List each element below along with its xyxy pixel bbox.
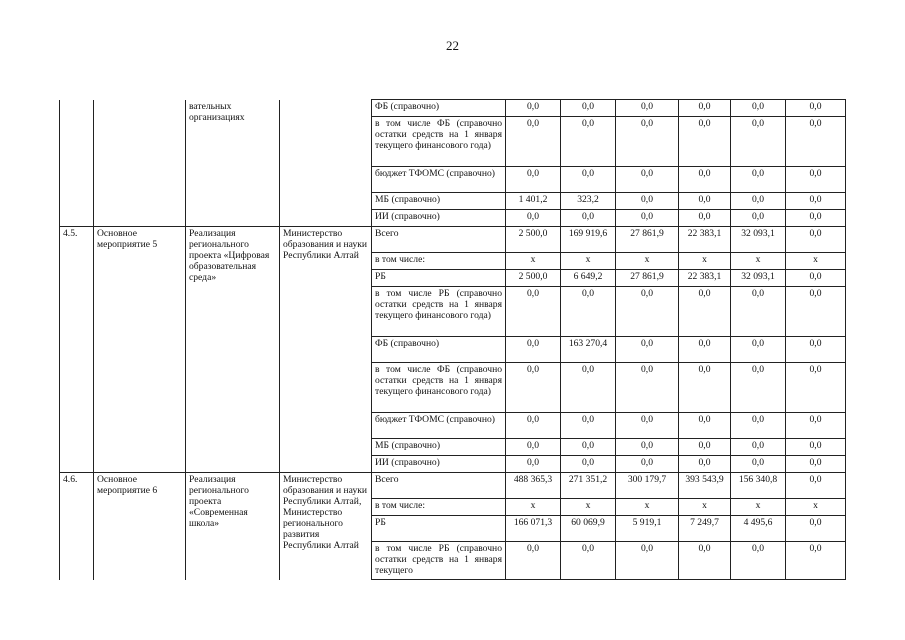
value-2021: х — [616, 499, 679, 516]
value-2023: 0,0 — [731, 167, 786, 193]
value-2022: х — [679, 253, 731, 270]
funding-source: ИИ (справочно) — [372, 456, 506, 473]
value-2023: 0,0 — [731, 210, 786, 227]
value-2019: 0,0 — [506, 363, 561, 413]
value-2021: 0,0 — [616, 193, 679, 210]
value-2019: 2 500,0 — [506, 270, 561, 287]
executor-name: Министерство образования и науки Республики Алтай, Министерство регионального развития Республики Алтай — [280, 473, 372, 580]
value-2023: 0,0 — [731, 337, 786, 363]
value-2019: 0,0 — [506, 542, 561, 580]
value-2022: 0,0 — [679, 439, 731, 456]
value-2022: 0,0 — [679, 100, 731, 117]
value-2022: 7 249,7 — [679, 516, 731, 542]
table-row — [60, 473, 846, 499]
value-2024: 0,0 — [786, 167, 846, 193]
funding-source: МБ (справочно) — [372, 193, 506, 210]
value-2020: 169 919,6 — [561, 227, 616, 253]
value-2023: х — [731, 253, 786, 270]
value-2022: 0,0 — [679, 117, 731, 167]
funding-source: Всего — [372, 473, 506, 499]
value-2020: 0,0 — [561, 287, 616, 337]
funding-source: бюджет ТФОМС (справочно) — [372, 167, 506, 193]
funding-source: в том числе РБ (справочно остатки средств на 1 января текущего — [372, 542, 506, 580]
value-2019: 0,0 — [506, 167, 561, 193]
value-2022: 0,0 — [679, 287, 731, 337]
value-2021: 0,0 — [616, 117, 679, 167]
value-2024: 0,0 — [786, 363, 846, 413]
value-2019: х — [506, 253, 561, 270]
value-2019: 0,0 — [506, 100, 561, 117]
value-2023: 156 340,8 — [731, 473, 786, 499]
value-2021: 0,0 — [616, 456, 679, 473]
value-2022: 0,0 — [679, 413, 731, 439]
funding-source: ФБ (справочно) — [372, 100, 506, 117]
funding-source: в том числе: — [372, 499, 506, 516]
value-2021: 0,0 — [616, 287, 679, 337]
funding-source: РБ — [372, 270, 506, 287]
value-2020: 163 270,4 — [561, 337, 616, 363]
funding-source: Всего — [372, 227, 506, 253]
value-2021: 0,0 — [616, 210, 679, 227]
value-2022: 0,0 — [679, 363, 731, 413]
value-2022: 0,0 — [679, 167, 731, 193]
value-2024: 0,0 — [786, 337, 846, 363]
value-2022: 22 383,1 — [679, 227, 731, 253]
value-2021: 27 861,9 — [616, 227, 679, 253]
value-2022: 0,0 — [679, 456, 731, 473]
value-2023: 0,0 — [731, 193, 786, 210]
budget-table — [59, 99, 846, 580]
executor-name: Министерство образования и науки Республики Алтай — [280, 227, 372, 473]
value-2021: 0,0 — [616, 439, 679, 456]
value-2020: 0,0 — [561, 100, 616, 117]
value-2020: 323,2 — [561, 193, 616, 210]
funding-source: в том числе ФБ (справочно остатки средств на 1 января текущего финансового года) — [372, 117, 506, 167]
value-2024: 0,0 — [786, 100, 846, 117]
value-2024: 0,0 — [786, 542, 846, 580]
funding-source: в том числе ФБ (справочно остатки средств на 1 января текущего финансового года) — [372, 363, 506, 413]
project-name: вательных организациях — [186, 100, 280, 227]
value-2021: х — [616, 253, 679, 270]
executor-name — [280, 100, 372, 227]
value-2024: х — [786, 499, 846, 516]
value-2019: 0,0 — [506, 287, 561, 337]
page-number: 22 — [446, 38, 459, 53]
project-name: Реализация регионального проекта «Современная школа» — [186, 473, 280, 580]
value-2020: 60 069,9 — [561, 516, 616, 542]
value-2024: 0,0 — [786, 413, 846, 439]
value-2019: х — [506, 499, 561, 516]
value-2020: 0,0 — [561, 542, 616, 580]
event-name: Основное мероприятие 6 — [94, 473, 186, 580]
value-2021: 27 861,9 — [616, 270, 679, 287]
value-2022: х — [679, 499, 731, 516]
value-2021: 0,0 — [616, 100, 679, 117]
value-2020: 0,0 — [561, 167, 616, 193]
funding-source: РБ — [372, 516, 506, 542]
value-2019: 0,0 — [506, 456, 561, 473]
value-2021: 0,0 — [616, 337, 679, 363]
funding-source: бюджет ТФОМС (справочно) — [372, 413, 506, 439]
value-2020: 0,0 — [561, 363, 616, 413]
table-row — [60, 227, 846, 253]
value-2020: 6 649,2 — [561, 270, 616, 287]
value-2022: 0,0 — [679, 337, 731, 363]
value-2019: 2 500,0 — [506, 227, 561, 253]
value-2019: 488 365,3 — [506, 473, 561, 499]
value-2024: 0,0 — [786, 439, 846, 456]
value-2020: х — [561, 499, 616, 516]
value-2023: 0,0 — [731, 363, 786, 413]
value-2023: 0,0 — [731, 287, 786, 337]
funding-source: ИИ (справочно) — [372, 210, 506, 227]
event-name — [94, 100, 186, 227]
value-2024: 0,0 — [786, 456, 846, 473]
table-row — [60, 100, 846, 117]
row-number: 4.6. — [60, 473, 94, 580]
value-2024: 0,0 — [786, 473, 846, 499]
event-name: Основное мероприятие 5 — [94, 227, 186, 473]
value-2023: х — [731, 499, 786, 516]
value-2021: 0,0 — [616, 363, 679, 413]
row-number — [60, 100, 94, 227]
value-2023: 32 093,1 — [731, 227, 786, 253]
value-2024: 0,0 — [786, 516, 846, 542]
value-2020: 0,0 — [561, 456, 616, 473]
value-2019: 1 401,2 — [506, 193, 561, 210]
value-2024: х — [786, 253, 846, 270]
value-2021: 0,0 — [616, 413, 679, 439]
value-2022: 0,0 — [679, 193, 731, 210]
value-2023: 0,0 — [731, 117, 786, 167]
value-2023: 32 093,1 — [731, 270, 786, 287]
value-2023: 0,0 — [731, 456, 786, 473]
value-2021: 5 919,1 — [616, 516, 679, 542]
funding-source: МБ (справочно) — [372, 439, 506, 456]
value-2019: 0,0 — [506, 117, 561, 167]
value-2020: 0,0 — [561, 117, 616, 167]
value-2023: 0,0 — [731, 439, 786, 456]
value-2019: 0,0 — [506, 413, 561, 439]
value-2023: 0,0 — [731, 542, 786, 580]
row-number: 4.5. — [60, 227, 94, 473]
value-2024: 0,0 — [786, 193, 846, 210]
funding-source: ФБ (справочно) — [372, 337, 506, 363]
value-2023: 0,0 — [731, 100, 786, 117]
value-2019: 0,0 — [506, 439, 561, 456]
funding-source: в том числе: — [372, 253, 506, 270]
value-2023: 0,0 — [731, 413, 786, 439]
value-2019: 166 071,3 — [506, 516, 561, 542]
value-2021: 300 179,7 — [616, 473, 679, 499]
value-2023: 4 495,6 — [731, 516, 786, 542]
value-2020: х — [561, 253, 616, 270]
value-2022: 22 383,1 — [679, 270, 731, 287]
value-2022: 0,0 — [679, 210, 731, 227]
value-2020: 271 351,2 — [561, 473, 616, 499]
value-2022: 393 543,9 — [679, 473, 731, 499]
value-2024: 0,0 — [786, 117, 846, 167]
value-2024: 0,0 — [786, 270, 846, 287]
value-2020: 0,0 — [561, 439, 616, 456]
value-2021: 0,0 — [616, 542, 679, 580]
value-2021: 0,0 — [616, 167, 679, 193]
value-2022: 0,0 — [679, 542, 731, 580]
value-2024: 0,0 — [786, 287, 846, 337]
value-2019: 0,0 — [506, 337, 561, 363]
value-2024: 0,0 — [786, 210, 846, 227]
value-2020: 0,0 — [561, 210, 616, 227]
value-2020: 0,0 — [561, 413, 616, 439]
funding-source: в том числе РБ (справочно остатки средств на 1 января текущего финансового года) — [372, 287, 506, 337]
value-2024: 0,0 — [786, 227, 846, 253]
value-2019: 0,0 — [506, 210, 561, 227]
project-name: Реализация регионального проекта «Цифровая образовательная среда» — [186, 227, 280, 473]
